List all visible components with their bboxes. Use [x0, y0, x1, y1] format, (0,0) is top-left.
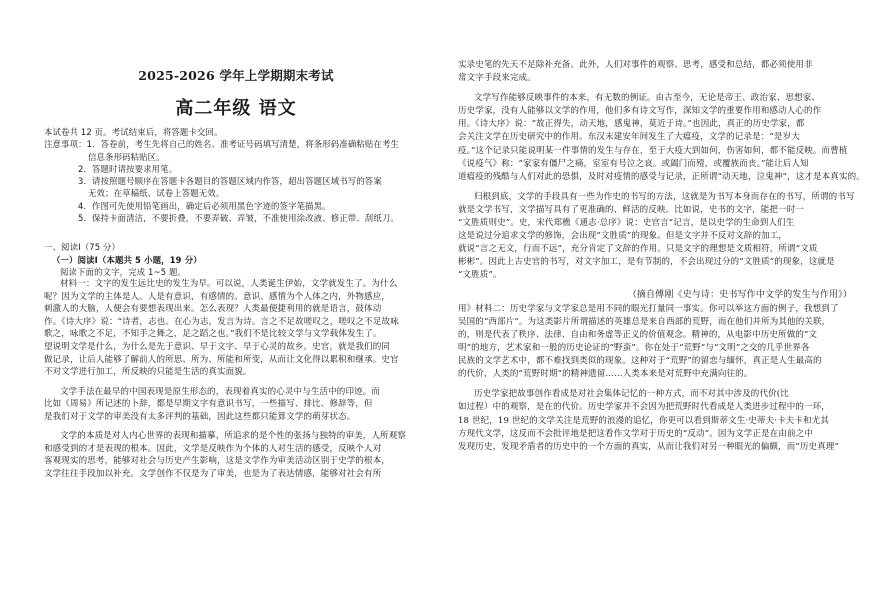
passage-line: 方现代文学，这反而不会批评地是把这看作文学对于历史的“反动”。因为文学正是在由前之中: [458, 428, 813, 439]
passage-line: 呢？因为文学的主体是人。人是有意识，有感情的。意识、感情为个人体之内，外物感应，: [44, 291, 391, 302]
instruction-line: 2．答题时请按要求用笔。: [78, 163, 178, 174]
passage-line: 就是文学书写，文学描写具有了更准确的、鲜活的反映。比如说，史书的文字，能把一时一: [458, 204, 805, 215]
passage-line: 历史学家把故事创作看成是对社会集体记忆的一种方式，而不对其中涉及的代价(比: [474, 389, 789, 400]
paragraph-gap: [44, 423, 428, 430]
passage-line: 18 世纪，19 世纪的文学关注是荒野的浪漫的追忆，你更可以看到斯蒂文生·史蒂夫·卡夫卡和尤其: [458, 415, 829, 426]
instruction-line: 无效；在草稿纸、试卷上答题无效。: [88, 188, 225, 199]
passage-line: 这是说过分追求文学的修饰，会出现“文胜质”的现象。但是文字并不反对文辞的加工，: [458, 231, 788, 242]
passage-line: 作。《诗大序》说：“诗者，志也。在心为志，发言为诗。言之不足故嗟叹之，嗟叹之不足故咏: [44, 316, 399, 327]
instruction-line: 4．作图可先使用铅笔画出，确定后必须用黑色字迹的签字笔描黑。: [78, 200, 331, 211]
section-directive: 阅读下面的文字，完成 1~5 题。: [60, 266, 187, 277]
passage-line: 道瘟疫的残酷与人们对此的恐惧，及时对疫情的感受与记录，正所谓“动天地，泣鬼神”，这才是本真实的。: [458, 171, 865, 182]
right-passage-top: [458, 59, 865, 283]
instruction-line: 注意事项：1．答卷前，考生先将自己的姓名、准考证号码填写清楚，将条形码准确粘贴在考生: [44, 139, 400, 150]
passage-line: 民族的文学艺术中，都不难找到类似的现象。这种对于“荒野”的留恋与缅怀，真正是人生最高的: [458, 356, 822, 367]
passage-line: 刺激人的大脑，人便会有要想表现出来。怎么表现？人类最便捷利用的就是语言，鼓体动: [44, 304, 382, 315]
passage-line: “文胜质”。: [458, 270, 502, 281]
instruction-line: 3．请按照题号顺序在答题卡各题目的答题区域内作答，超出答题区域书写的答案: [78, 176, 382, 187]
passage-line: 疫。”这个记录只能说明某一件事情的发生与存在，至于大疫大到如何，伤害如何，都不能反映。而曹植: [458, 145, 848, 156]
passage-line: 会关注文学在历史研究中的作用。东汉末建安年间发生了大瘟疫，文学的记录是：“是岁大: [458, 132, 800, 143]
passage-line: 的代价，人类的“荒野时期”的精神遗留……人类本来是对荒野中充满向往的。: [458, 369, 753, 380]
passage-line: 如过程）中的观察，是在的代价。历史学家并不会因为把荒野时代看成是人类进步过程中的一环，: [458, 402, 830, 413]
section-subheading: （一）阅读Ⅰ（本题共 5 小题，19 分）: [52, 254, 202, 265]
instruction-line: 信息条形码粘贴区。: [88, 151, 165, 162]
passage-line: 实录史笔的先天不足除补充备。此外，人们对事件的观察、思考，感受和总结，都必须使用非: [458, 60, 813, 70]
passage-line: 明”的地方，艺术家和一般的历史论证的“野蛮”。你在处于“荒野”与“文明”之交的几乎世界各: [458, 343, 810, 354]
passage-line: 歌之，咏歌之不足，不知手之舞之，足之蹈之也。”我们不是比较文学与文学载体发生了。: [44, 329, 382, 340]
passage-line: 客观现实的思考，能够对社会与历史产生影响，这是文学作为审美活动区别于史学的根本，: [44, 456, 391, 467]
right-passage-bottom: [458, 303, 852, 454]
instruction-line: 5．保持卡面清洁，不要折叠，不要弄破、弄皱，不准使用涂改液、修正带、刮纸刀。: [78, 213, 399, 224]
passage-line: 是我们对于文学的审美没有太多评判的基础，因此这些都只能算文学的萌芽状态。: [44, 411, 356, 422]
passage-line: 就说“言之无文，行而不远”，充分肯定了文辞的作用。只是文字的理想是文质相符，所谓“文质: [458, 244, 818, 255]
reading-section: [44, 241, 428, 278]
passage-line: 常文字手段来完成。: [458, 73, 536, 84]
passage-line: 文学的本质是对人内心世界的表现和描摹，所追求的是个性的张扬与独特的审美，人所观察: [60, 431, 407, 442]
exam-title: 2025-2026 学年上学期期末考试: [138, 68, 334, 83]
passage-line: 《说疫气》称：“家家有僵尸之痛，室室有号泣之哀。或阖门而殪，或覆族而丧。”能让后人知: [458, 158, 809, 169]
paragraph-gap: [458, 381, 852, 388]
passage-line: 不对文学进行加工，所反映的只能是生活的真实面貌。: [44, 367, 252, 378]
right-column: [458, 59, 865, 454]
paragraph-gap: [458, 184, 852, 191]
passage-line: 彬彬”。因此上古史官的书写，对文字加工，是有节制的，不会出现过分的“文胜质”的现象，这就是: [458, 257, 835, 268]
passage-line: 文学手法在最早的中国表现是原生形态的，表现着真实的心灵中与生活中的印迹。而: [60, 386, 381, 397]
passage-line: “文胜质则史”。史，宋代郑樵《通志·总序》说：史官言“记言，是以史学的生命到人们生: [458, 218, 795, 229]
passage-line: 归根到底，文学的手段具有一些为作史的书写的方法，这就是为书写本身而存在的书写，所谓的书写: [474, 191, 855, 202]
exam-subject: 高二年级 语文: [175, 98, 297, 119]
paragraph-gap: [44, 379, 428, 386]
passage-line: 做记录，让后人能够了解前人的所思、所为、所能和所变，从而让文化得以累积和继承。史官: [44, 354, 399, 365]
passage-line: 历史学家，没有人能够以文学的作用，他们多有诗文写作，深知文学的重要作用和感动人心的作: [458, 106, 822, 117]
instruction-line: 本试卷共 12 页。考试结束后，将答题卡交回。: [44, 127, 223, 137]
passage-line: 和感受到的才是表现的根本。因此，文学是反映作为个体的人对生活的感受，反映个人对: [44, 443, 382, 454]
paragraph-gap: [458, 85, 852, 92]
passage-line: 材料一：文字的发生远比史的发生为早。可以说，人类诞生伊始，文学就发生了。为什么: [60, 279, 398, 290]
passage-line: 吴国的“西部片”。为这类影片所谓描述的英雄总是来自西部的荒野，而在他们并所为其他的关联，: [458, 316, 831, 327]
passage-line: 望说明文学是什么，为什么是先于意识、早于文字、早于心灵的故乡。史官，就是我们的同: [44, 342, 391, 352]
exam-instructions: [44, 126, 428, 224]
section-heading: 一、阅读Ⅰ（75 分）: [44, 242, 121, 253]
left-passage: [44, 278, 428, 480]
passage-line: 发现历史，发现矛盾者的历史中的一个方面的真实，从而让我们对另一种眼光的偏颇，而“历史真理”: [458, 441, 839, 452]
passage-line: 文学往往手段加以补充。文学创作不仅是为了审美，也是为了表达情感，能够对社会有所: [44, 468, 382, 479]
left-column: [44, 58, 428, 480]
source-attribution: （摘自傅刚《史与诗：史书写作中文学的发生与作用》）: [627, 289, 852, 300]
passage-line: 文学写作能够反映事件的本来，有无数的例证。由古至今，无论是帝王、政治家、思想家、: [474, 93, 821, 104]
passage-line: 用》材料二：历史学家与文学家总是用不同的眼光打量同一事实。你可以举这方面的例子，我想到了: [458, 303, 839, 314]
passage-line: 比如《周易》所记述的卜辞，都是早期文字有意识书写，一些描写、排比、修辞等，但: [44, 399, 373, 410]
passage-line: 的，则是代表了秩序、法律、自由和务虚等正义的价值观念。精神的，从电影中历史所做的“文: [458, 329, 818, 340]
passage-line: 用。《诗大序》说：“故正得失，动天地，感鬼神，莫近于诗。”也因此，真正的历史学家，都: [458, 119, 805, 130]
